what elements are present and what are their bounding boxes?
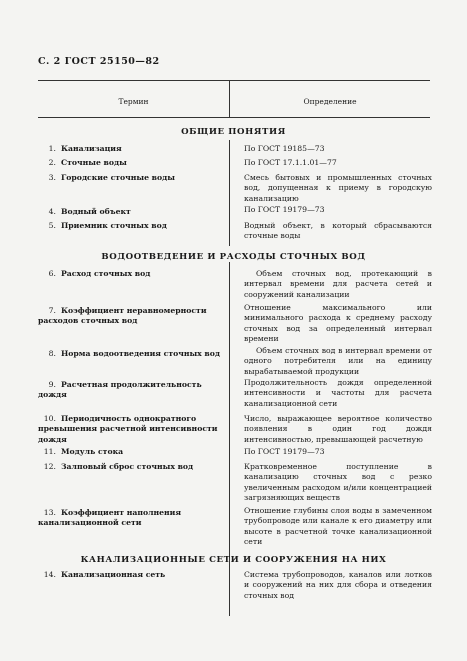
section-title-drainage: ВОДООТВЕДЕНИЕ И РАСХОДЫ СТОЧНЫХ ВОД: [101, 252, 366, 262]
term-number: 2.: [48, 158, 56, 167]
term-text: Залповый сброс сточных вод: [61, 462, 194, 471]
term-row-8: [38, 349, 224, 359]
term-text: Канализационная сеть: [61, 570, 166, 579]
definition-10: Число, выражающее вероятное количество появления в один год дождя интенсивностью, превышающей расчетную: [244, 414, 432, 444]
definition-7: Отношение максимального или минимального расхода к среднему расходу сточных вод за определенный интервал времени: [244, 303, 432, 344]
term-row-7: [38, 306, 224, 327]
term-row-3: [38, 173, 213, 183]
column-divider-3: [229, 566, 230, 616]
term-number: 11.: [43, 447, 56, 456]
term-row-1: [38, 144, 224, 154]
term-number: 13.: [43, 508, 56, 517]
definition-5: Водный объект, в который сбрасываются сточные воды: [244, 221, 432, 241]
term-row-4: [38, 207, 224, 217]
definition-3: Смесь бытовых и промышленных сточных вод, допущенная к приему в городскую канализацию: [244, 173, 432, 203]
term-number: 8.: [48, 349, 56, 358]
term-text: Расход сточных вод: [61, 269, 151, 278]
page-header: С. 2 ГОСТ 25150—82: [38, 56, 160, 67]
definition-4: По ГОСТ 19179—73: [244, 205, 325, 214]
table-top-rule: [38, 80, 430, 81]
term-number: 14.: [43, 570, 56, 579]
term-row-2: [38, 158, 224, 168]
term-number: 12.: [43, 462, 56, 471]
term-number: 6.: [48, 269, 56, 278]
term-number: 10.: [43, 414, 56, 423]
term-text: Модуль стока: [61, 447, 124, 456]
term-number: 9.: [48, 380, 56, 389]
term-number: 7.: [48, 306, 56, 315]
definition-11: По ГОСТ 19179—73: [244, 447, 325, 456]
term-text: Городские сточные воды: [61, 173, 175, 182]
term-text: Коэффициент неравномерности расходов сточных вод: [38, 306, 207, 326]
section-title-general: ОБЩИЕ ПОНЯТИЯ: [181, 127, 286, 137]
term-row-6: [38, 269, 224, 279]
term-number: 5.: [48, 221, 56, 230]
definition-2: По ГОСТ 17.1.1.01—77: [244, 158, 337, 167]
definition-8: Объем сточных вод в интервал времени от одного потребителя или на единицу вырабатываемой продукции: [244, 346, 432, 376]
definition-12: Кратковременное поступление в канализацию сточных вод с резко увеличенным расходом и/или концентрацией загрязняющих веществ: [244, 462, 432, 503]
definition-9: Продолжительность дождя определенной интенсивности и частоты для расчета канализационной сети: [244, 378, 432, 408]
definition-1: По ГОСТ 19185—73: [244, 144, 325, 153]
column-header-definition: Определение: [303, 97, 357, 106]
term-text: Норма водоотведения сточных вод: [61, 349, 221, 358]
term-number: 3.: [48, 173, 56, 182]
table-header-rule: [38, 117, 430, 118]
term-number: 1.: [48, 144, 56, 153]
term-row-10: [38, 414, 224, 445]
term-number: 4.: [48, 207, 56, 216]
term-row-11: [38, 447, 224, 457]
term-text: Канализация: [61, 144, 122, 153]
column-divider-1: [229, 140, 230, 246]
term-text: Сточные воды: [61, 158, 127, 167]
term-text: Водный объект: [61, 207, 131, 216]
term-row-9: [38, 380, 224, 401]
term-row-14: [38, 570, 224, 580]
column-header-term: Термин: [118, 97, 149, 106]
definition-14: Система трубопроводов, каналов или лотков и сооружений на них для сбора и отведения сточных вод: [244, 570, 432, 600]
definition-13: Отношение глубины слоя воды в замеченном трубопроводе или канале к его диаметру или высоте в расчетной точке канализационной сети: [244, 506, 432, 547]
term-text: Коэффициент наполнения канализационной сети: [38, 508, 182, 528]
column-divider-2: [229, 262, 230, 568]
term-row-13: [38, 508, 224, 529]
term-text: Периодичность однократного превышения расчетной интенсивности дождя: [38, 414, 218, 444]
definition-6: Объем сточных вод, протекающий в интервал времени для расчета сетей и сооружений канализации: [244, 269, 432, 299]
term-row-12: [38, 462, 224, 472]
section-title-networks: КАНАЛИЗАЦИОННЫЕ СЕТИ И СООРУЖЕНИЯ НА НИХ: [80, 555, 387, 565]
term-row-5: [38, 221, 224, 231]
term-text: Расчетная продолжительность дождя: [38, 380, 202, 400]
term-text: Приемник сточных вод: [61, 221, 167, 230]
